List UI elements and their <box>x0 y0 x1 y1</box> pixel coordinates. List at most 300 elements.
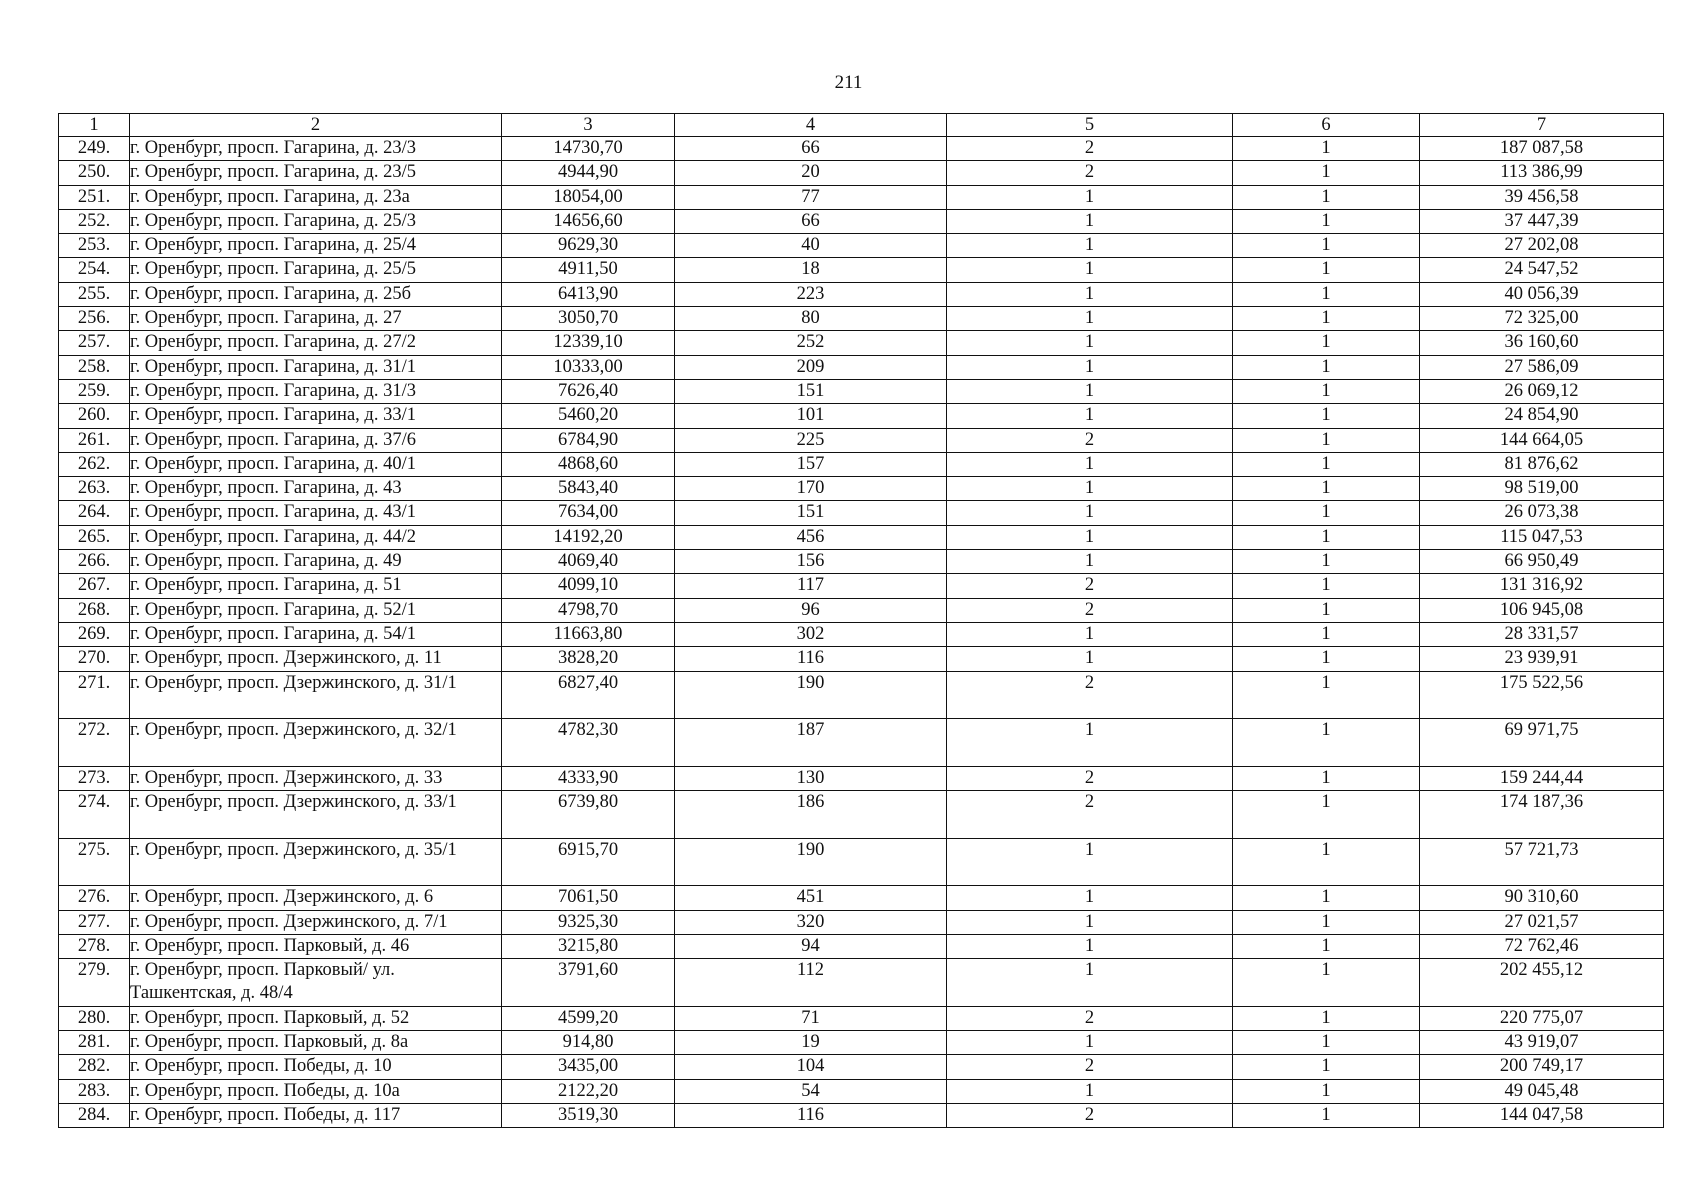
col5-cell: 2 <box>947 598 1233 622</box>
address-cell: г. Оренбург, просп. Гагарина, д. 25б <box>130 282 502 306</box>
amount-cell: 220 775,07 <box>1420 1006 1664 1030</box>
amount-cell: 187 087,58 <box>1420 137 1664 161</box>
col4-cell: 130 <box>675 766 947 790</box>
col5-cell: 1 <box>947 234 1233 258</box>
col6-cell: 1 <box>1233 331 1420 355</box>
area-cell: 2122,20 <box>502 1079 675 1103</box>
col4-cell: 157 <box>675 452 947 476</box>
col5-cell: 1 <box>947 719 1233 767</box>
col4-cell: 20 <box>675 161 947 185</box>
col4-cell: 320 <box>675 910 947 934</box>
amount-cell: 69 971,75 <box>1420 719 1664 767</box>
row-number: 273. <box>59 766 130 790</box>
col6-cell: 1 <box>1233 910 1420 934</box>
area-cell: 14730,70 <box>502 137 675 161</box>
col6-cell: 1 <box>1233 1006 1420 1030</box>
row-number: 275. <box>59 838 130 886</box>
area-cell: 4911,50 <box>502 258 675 282</box>
row-number: 269. <box>59 622 130 646</box>
amount-cell: 72 325,00 <box>1420 307 1664 331</box>
col6-cell: 1 <box>1233 209 1420 233</box>
area-cell: 3215,80 <box>502 934 675 958</box>
amount-cell: 144 664,05 <box>1420 428 1664 452</box>
table-row <box>59 719 1664 767</box>
amount-cell: 27 202,08 <box>1420 234 1664 258</box>
col5-cell: 1 <box>947 331 1233 355</box>
table-row <box>59 1006 1664 1030</box>
col5-cell: 1 <box>947 282 1233 306</box>
amount-cell: 24 547,52 <box>1420 258 1664 282</box>
col6-cell: 1 <box>1233 959 1420 1007</box>
address-cell: г. Оренбург, просп. Гагарина, д. 37/6 <box>130 428 502 452</box>
col6-cell: 1 <box>1233 622 1420 646</box>
address-cell: г. Оренбург, просп. Парковый, д. 52 <box>130 1006 502 1030</box>
col6-cell: 1 <box>1233 791 1420 839</box>
amount-cell: 90 310,60 <box>1420 886 1664 910</box>
area-cell: 914,80 <box>502 1030 675 1054</box>
amount-cell: 28 331,57 <box>1420 622 1664 646</box>
col4-cell: 112 <box>675 959 947 1007</box>
col5-cell: 1 <box>947 404 1233 428</box>
col5-cell: 1 <box>947 355 1233 379</box>
table-row <box>59 1030 1664 1054</box>
col5-cell: 2 <box>947 766 1233 790</box>
table-row <box>59 647 1664 671</box>
col4-cell: 71 <box>675 1006 947 1030</box>
amount-cell: 37 447,39 <box>1420 209 1664 233</box>
area-cell: 4944,90 <box>502 161 675 185</box>
col4-cell: 456 <box>675 525 947 549</box>
table-row <box>59 791 1664 839</box>
amount-cell: 159 244,44 <box>1420 766 1664 790</box>
col6-cell: 1 <box>1233 185 1420 209</box>
col4-cell: 96 <box>675 598 947 622</box>
col6-cell: 1 <box>1233 428 1420 452</box>
col4-cell: 117 <box>675 574 947 598</box>
row-number: 278. <box>59 934 130 958</box>
col5-cell: 2 <box>947 574 1233 598</box>
row-number: 261. <box>59 428 130 452</box>
row-number: 264. <box>59 501 130 525</box>
amount-cell: 106 945,08 <box>1420 598 1664 622</box>
table-row <box>59 598 1664 622</box>
col4-cell: 19 <box>675 1030 947 1054</box>
table-row <box>59 331 1664 355</box>
col4-cell: 66 <box>675 137 947 161</box>
col6-cell: 1 <box>1233 501 1420 525</box>
col5-cell: 1 <box>947 838 1233 886</box>
col6-cell: 1 <box>1233 1055 1420 1079</box>
row-number: 283. <box>59 1079 130 1103</box>
col6-cell: 1 <box>1233 161 1420 185</box>
col5-cell: 2 <box>947 1006 1233 1030</box>
col5-cell: 1 <box>947 452 1233 476</box>
col5-cell: 1 <box>947 910 1233 934</box>
table-row <box>59 959 1664 1007</box>
col4-cell: 187 <box>675 719 947 767</box>
table-row <box>59 404 1664 428</box>
row-number: 253. <box>59 234 130 258</box>
amount-cell: 40 056,39 <box>1420 282 1664 306</box>
table-row <box>59 574 1664 598</box>
table-row <box>59 501 1664 525</box>
row-number: 262. <box>59 452 130 476</box>
table-row <box>59 838 1664 886</box>
col5-cell: 1 <box>947 934 1233 958</box>
address-cell: г. Оренбург, просп. Победы, д. 117 <box>130 1103 502 1127</box>
col5-cell: 1 <box>947 1079 1233 1103</box>
row-number: 259. <box>59 379 130 403</box>
amount-cell: 43 919,07 <box>1420 1030 1664 1054</box>
col5-cell: 1 <box>947 185 1233 209</box>
column-header: 3 <box>502 114 675 137</box>
address-cell: г. Оренбург, просп. Гагарина, д. 27/2 <box>130 331 502 355</box>
row-number: 268. <box>59 598 130 622</box>
area-cell: 4782,30 <box>502 719 675 767</box>
row-number: 263. <box>59 477 130 501</box>
col5-cell: 1 <box>947 379 1233 403</box>
area-cell: 3519,30 <box>502 1103 675 1127</box>
row-number: 276. <box>59 886 130 910</box>
col6-cell: 1 <box>1233 307 1420 331</box>
address-cell: г. Оренбург, просп. Дзержинского, д. 6 <box>130 886 502 910</box>
col6-cell: 1 <box>1233 550 1420 574</box>
col4-cell: 18 <box>675 258 947 282</box>
col6-cell: 1 <box>1233 525 1420 549</box>
row-number: 272. <box>59 719 130 767</box>
col6-cell: 1 <box>1233 886 1420 910</box>
amount-cell: 144 047,58 <box>1420 1103 1664 1127</box>
col5-cell: 1 <box>947 501 1233 525</box>
col5-cell: 2 <box>947 791 1233 839</box>
area-cell: 6784,90 <box>502 428 675 452</box>
column-header: 1 <box>59 114 130 137</box>
amount-cell: 98 519,00 <box>1420 477 1664 501</box>
amount-cell: 36 160,60 <box>1420 331 1664 355</box>
col6-cell: 1 <box>1233 452 1420 476</box>
col4-cell: 186 <box>675 791 947 839</box>
amount-cell: 24 854,90 <box>1420 404 1664 428</box>
table-row <box>59 477 1664 501</box>
col5-cell: 2 <box>947 137 1233 161</box>
amount-cell: 113 386,99 <box>1420 161 1664 185</box>
address-cell: г. Оренбург, просп. Дзержинского, д. 31/1 <box>130 671 502 719</box>
area-cell: 4798,70 <box>502 598 675 622</box>
column-header: 7 <box>1420 114 1664 137</box>
row-number: 267. <box>59 574 130 598</box>
row-number: 251. <box>59 185 130 209</box>
amount-cell: 27 586,09 <box>1420 355 1664 379</box>
address-cell: г. Оренбург, просп. Победы, д. 10 <box>130 1055 502 1079</box>
col6-cell: 1 <box>1233 838 1420 886</box>
col5-cell: 1 <box>947 209 1233 233</box>
table-row <box>59 234 1664 258</box>
col4-cell: 54 <box>675 1079 947 1103</box>
col5-cell: 2 <box>947 671 1233 719</box>
col6-cell: 1 <box>1233 355 1420 379</box>
row-number: 249. <box>59 137 130 161</box>
col4-cell: 104 <box>675 1055 947 1079</box>
col5-cell: 1 <box>947 258 1233 282</box>
col6-cell: 1 <box>1233 719 1420 767</box>
row-number: 265. <box>59 525 130 549</box>
row-number: 256. <box>59 307 130 331</box>
area-cell: 4868,60 <box>502 452 675 476</box>
area-cell: 3828,20 <box>502 647 675 671</box>
col6-cell: 1 <box>1233 282 1420 306</box>
area-cell: 4599,20 <box>502 1006 675 1030</box>
amount-cell: 115 047,53 <box>1420 525 1664 549</box>
column-header: 4 <box>675 114 947 137</box>
col5-cell: 1 <box>947 647 1233 671</box>
amount-cell: 57 721,73 <box>1420 838 1664 886</box>
row-number: 254. <box>59 258 130 282</box>
address-cell: г. Оренбург, просп. Дзержинского, д. 32/1 <box>130 719 502 767</box>
col5-cell: 2 <box>947 428 1233 452</box>
table-row <box>59 307 1664 331</box>
table-row <box>59 671 1664 719</box>
table-row <box>59 622 1664 646</box>
address-cell: г. Оренбург, просп. Дзержинского, д. 11 <box>130 647 502 671</box>
col4-cell: 190 <box>675 838 947 886</box>
row-number: 281. <box>59 1030 130 1054</box>
address-cell: г. Оренбург, просп. Парковый/ ул. Ташкентская, д. 48/4 <box>130 959 502 1007</box>
row-number: 270. <box>59 647 130 671</box>
row-number: 260. <box>59 404 130 428</box>
area-cell: 7634,00 <box>502 501 675 525</box>
row-number: 282. <box>59 1055 130 1079</box>
address-cell: г. Оренбург, просп. Дзержинского, д. 33 <box>130 766 502 790</box>
row-number: 258. <box>59 355 130 379</box>
col6-cell: 1 <box>1233 598 1420 622</box>
col6-cell: 1 <box>1233 671 1420 719</box>
register-table <box>58 113 1664 1128</box>
amount-cell: 49 045,48 <box>1420 1079 1664 1103</box>
row-number: 274. <box>59 791 130 839</box>
amount-cell: 202 455,12 <box>1420 959 1664 1007</box>
col4-cell: 252 <box>675 331 947 355</box>
address-cell: г. Оренбург, просп. Гагарина, д. 43/1 <box>130 501 502 525</box>
col6-cell: 1 <box>1233 574 1420 598</box>
table-row <box>59 910 1664 934</box>
table-row <box>59 550 1664 574</box>
address-cell: г. Оренбург, просп. Гагарина, д. 27 <box>130 307 502 331</box>
col6-cell: 1 <box>1233 137 1420 161</box>
table-row <box>59 355 1664 379</box>
address-cell: г. Оренбург, просп. Гагарина, д. 44/2 <box>130 525 502 549</box>
address-cell: г. Оренбург, просп. Гагарина, д. 31/1 <box>130 355 502 379</box>
area-cell: 18054,00 <box>502 185 675 209</box>
amount-cell: 23 939,91 <box>1420 647 1664 671</box>
col6-cell: 1 <box>1233 258 1420 282</box>
area-cell: 7626,40 <box>502 379 675 403</box>
table-row <box>59 258 1664 282</box>
area-cell: 9629,30 <box>502 234 675 258</box>
col4-cell: 156 <box>675 550 947 574</box>
table-row <box>59 137 1664 161</box>
table-row <box>59 1079 1664 1103</box>
amount-cell: 131 316,92 <box>1420 574 1664 598</box>
address-cell: г. Оренбург, просп. Гагарина, д. 23а <box>130 185 502 209</box>
col4-cell: 80 <box>675 307 947 331</box>
address-cell: г. Оренбург, просп. Гагарина, д. 31/3 <box>130 379 502 403</box>
table-row <box>59 934 1664 958</box>
row-number: 252. <box>59 209 130 233</box>
address-cell: г. Оренбург, просп. Гагарина, д. 33/1 <box>130 404 502 428</box>
address-cell: г. Оренбург, просп. Дзержинского, д. 7/1 <box>130 910 502 934</box>
address-cell: г. Оренбург, просп. Гагарина, д. 43 <box>130 477 502 501</box>
col6-cell: 1 <box>1233 1030 1420 1054</box>
col4-cell: 151 <box>675 501 947 525</box>
col5-cell: 1 <box>947 550 1233 574</box>
address-cell: г. Оренбург, просп. Гагарина, д. 23/3 <box>130 137 502 161</box>
col4-cell: 225 <box>675 428 947 452</box>
row-number: 257. <box>59 331 130 355</box>
col6-cell: 1 <box>1233 766 1420 790</box>
column-header: 2 <box>130 114 502 137</box>
row-number: 271. <box>59 671 130 719</box>
area-cell: 5843,40 <box>502 477 675 501</box>
table-row <box>59 452 1664 476</box>
col4-cell: 451 <box>675 886 947 910</box>
address-cell: г. Оренбург, просп. Гагарина, д. 25/3 <box>130 209 502 233</box>
amount-cell: 66 950,49 <box>1420 550 1664 574</box>
area-cell: 3050,70 <box>502 307 675 331</box>
table-row <box>59 379 1664 403</box>
area-cell: 4069,40 <box>502 550 675 574</box>
amount-cell: 26 073,38 <box>1420 501 1664 525</box>
col5-cell: 1 <box>947 622 1233 646</box>
address-cell: г. Оренбург, просп. Гагарина, д. 25/5 <box>130 258 502 282</box>
col5-cell: 2 <box>947 1055 1233 1079</box>
area-cell: 5460,20 <box>502 404 675 428</box>
amount-cell: 175 522,56 <box>1420 671 1664 719</box>
amount-cell: 81 876,62 <box>1420 452 1664 476</box>
address-cell: г. Оренбург, просп. Гагарина, д. 49 <box>130 550 502 574</box>
address-cell: г. Оренбург, просп. Гагарина, д. 52/1 <box>130 598 502 622</box>
area-cell: 10333,00 <box>502 355 675 379</box>
table-row <box>59 1055 1664 1079</box>
col6-cell: 1 <box>1233 1103 1420 1127</box>
address-cell: г. Оренбург, просп. Парковый, д. 46 <box>130 934 502 958</box>
col4-cell: 40 <box>675 234 947 258</box>
amount-cell: 72 762,46 <box>1420 934 1664 958</box>
header-row <box>59 114 1664 137</box>
column-header: 6 <box>1233 114 1420 137</box>
col4-cell: 77 <box>675 185 947 209</box>
col5-cell: 1 <box>947 886 1233 910</box>
row-number: 279. <box>59 959 130 1007</box>
row-number: 266. <box>59 550 130 574</box>
area-cell: 7061,50 <box>502 886 675 910</box>
area-cell: 12339,10 <box>502 331 675 355</box>
col4-cell: 209 <box>675 355 947 379</box>
col4-cell: 94 <box>675 934 947 958</box>
col5-cell: 1 <box>947 307 1233 331</box>
amount-cell: 26 069,12 <box>1420 379 1664 403</box>
area-cell: 14192,20 <box>502 525 675 549</box>
col6-cell: 1 <box>1233 404 1420 428</box>
area-cell: 6827,40 <box>502 671 675 719</box>
area-cell: 14656,60 <box>502 209 675 233</box>
area-cell: 3791,60 <box>502 959 675 1007</box>
area-cell: 6413,90 <box>502 282 675 306</box>
col6-cell: 1 <box>1233 234 1420 258</box>
col4-cell: 66 <box>675 209 947 233</box>
area-cell: 11663,80 <box>502 622 675 646</box>
col5-cell: 1 <box>947 1030 1233 1054</box>
area-cell: 4333,90 <box>502 766 675 790</box>
col5-cell: 1 <box>947 525 1233 549</box>
area-cell: 4099,10 <box>502 574 675 598</box>
address-cell: г. Оренбург, просп. Гагарина, д. 51 <box>130 574 502 598</box>
address-cell: г. Оренбург, просп. Дзержинского, д. 33/1 <box>130 791 502 839</box>
amount-cell: 27 021,57 <box>1420 910 1664 934</box>
table-header <box>59 114 1664 137</box>
amount-cell: 200 749,17 <box>1420 1055 1664 1079</box>
address-cell: г. Оренбург, просп. Гагарина, д. 40/1 <box>130 452 502 476</box>
table-row <box>59 766 1664 790</box>
address-cell: г. Оренбург, просп. Гагарина, д. 23/5 <box>130 161 502 185</box>
address-cell: г. Оренбург, просп. Гагарина, д. 25/4 <box>130 234 502 258</box>
col4-cell: 101 <box>675 404 947 428</box>
table-row <box>59 1103 1664 1127</box>
address-cell: г. Оренбург, просп. Парковый, д. 8а <box>130 1030 502 1054</box>
col4-cell: 223 <box>675 282 947 306</box>
col5-cell: 2 <box>947 161 1233 185</box>
table-row <box>59 282 1664 306</box>
area-cell: 3435,00 <box>502 1055 675 1079</box>
col6-cell: 1 <box>1233 1079 1420 1103</box>
col6-cell: 1 <box>1233 647 1420 671</box>
col5-cell: 1 <box>947 959 1233 1007</box>
col5-cell: 2 <box>947 1103 1233 1127</box>
column-header: 5 <box>947 114 1233 137</box>
col4-cell: 170 <box>675 477 947 501</box>
table-row <box>59 525 1664 549</box>
row-number: 255. <box>59 282 130 306</box>
row-number: 284. <box>59 1103 130 1127</box>
area-cell: 6915,70 <box>502 838 675 886</box>
page-number: 211 <box>834 72 863 93</box>
col4-cell: 116 <box>675 1103 947 1127</box>
table-row <box>59 185 1664 209</box>
address-cell: г. Оренбург, просп. Дзержинского, д. 35/1 <box>130 838 502 886</box>
col6-cell: 1 <box>1233 379 1420 403</box>
col6-cell: 1 <box>1233 934 1420 958</box>
table-body <box>59 137 1664 1128</box>
address-cell: г. Оренбург, просп. Победы, д. 10а <box>130 1079 502 1103</box>
table-row <box>59 209 1664 233</box>
col4-cell: 302 <box>675 622 947 646</box>
col5-cell: 1 <box>947 477 1233 501</box>
area-cell: 9325,30 <box>502 910 675 934</box>
address-cell: г. Оренбург, просп. Гагарина, д. 54/1 <box>130 622 502 646</box>
table-row <box>59 428 1664 452</box>
table-row <box>59 161 1664 185</box>
col4-cell: 151 <box>675 379 947 403</box>
row-number: 250. <box>59 161 130 185</box>
table-row <box>59 886 1664 910</box>
col4-cell: 190 <box>675 671 947 719</box>
row-number: 280. <box>59 1006 130 1030</box>
area-cell: 6739,80 <box>502 791 675 839</box>
col4-cell: 116 <box>675 647 947 671</box>
amount-cell: 174 187,36 <box>1420 791 1664 839</box>
row-number: 277. <box>59 910 130 934</box>
col6-cell: 1 <box>1233 477 1420 501</box>
amount-cell: 39 456,58 <box>1420 185 1664 209</box>
